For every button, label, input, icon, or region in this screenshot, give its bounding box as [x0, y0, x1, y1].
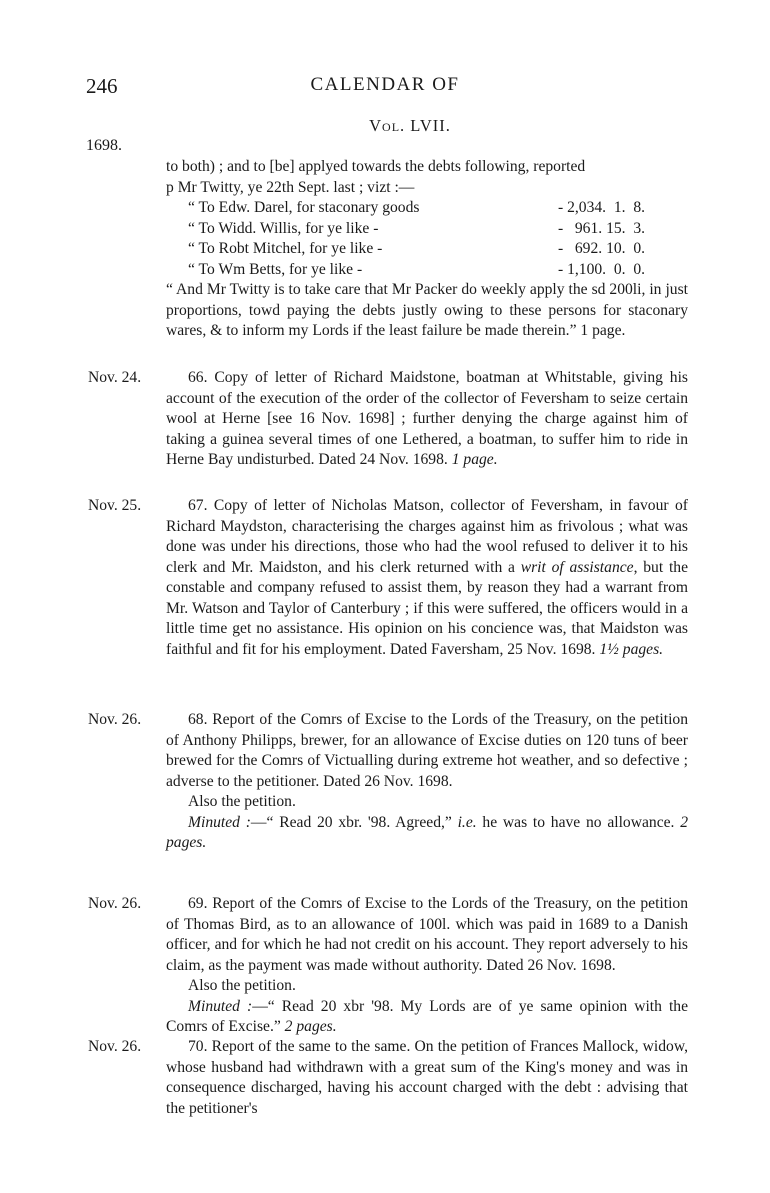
volume-heading: Vol. LVII.	[369, 116, 451, 135]
debt-amount: - 961. 15. 3.	[558, 219, 646, 237]
year-label: 1698.	[86, 137, 122, 154]
entry-text: 69. Report of the Comrs of Excise to the Lords of the Treasury, on the petition of Thomas Bird, as to an allowance of 100l. which was paid in 1689 to a Danish officer, and for which he had not credit on his account. They report adversely to his claim, as the payment was made without authority. Dated 26 Nov. 1698.	[166, 895, 688, 974]
debt-row	[188, 198, 668, 219]
page-number: 246	[86, 74, 118, 98]
debt-row	[188, 219, 668, 240]
entry-text: 70. Report of the same to the same. On the petition of Frances Mallock, widow, whose husband had withdrawn with a great sum of the King's money and was in consequence discharged, having his account charged with the debt : advising that the petitioner's	[166, 1038, 688, 1117]
debt-amount: - 692. 10. 0.	[558, 240, 646, 257]
entry-68	[88, 710, 688, 854]
entry-date: Nov. 26.	[88, 1038, 142, 1055]
entry-date: Nov. 26.	[88, 711, 142, 728]
entry-text: 68. Report of the Comrs of Excise to the Lords of the Treasury, on the petition of Anthony Philipps, brewer, for an allowance of Excise duties on 120 tuns of beer brewed for the Comrs of Victualling during extreme hot weather, and so defective ; adverse to the petitioner. Dated 26 Nov. 1698.	[166, 711, 688, 790]
debt-row	[188, 260, 668, 281]
minuted-label: Minuted :	[188, 997, 253, 1015]
debt-payee: “ To Widd. Willis, for ye like -	[188, 219, 379, 237]
debt-payee: “ To Robt Mitchel, for ye like -	[188, 240, 383, 257]
entry-69	[88, 894, 688, 1038]
continuation-closing: “ And Mr Twitty is to take care that Mr Packer do weekly apply the sd 200li, in just proportions, towd paying the debts justly owing to these persons for staconary wares, & to inform my Lords if the least failure be made therein.” 1 page.	[166, 281, 688, 339]
entry-date: Nov. 26.	[88, 895, 142, 912]
debt-payee: “ To Wm Betts, for ye like -	[188, 260, 363, 278]
entry-pages: 2 pages.	[166, 813, 688, 851]
continuation-line: to both) ; and to [be] applyed towards the debts following, reported	[166, 158, 586, 175]
ie-abbrev: i.e.	[457, 813, 477, 831]
continuation-entry	[88, 157, 688, 342]
entry-pages: 1 page.	[451, 451, 498, 468]
entry-pages: 2 pages.	[284, 1018, 337, 1035]
debt-amount: - 1,100. 0. 0.	[558, 260, 646, 278]
also-petition: Also the petition.	[188, 977, 296, 994]
entry-text: 67. Copy of letter of Nicholas Matson, collector of Feversham, in favour of Richard Maydston, characterising the charges against him as frivolous ; what was done was under his directions, those who had the wool refused to deliver it to his clerk and Mr. Maidston, and his clerk returned with a	[166, 497, 688, 576]
debt-payee: “ To Edw. Darel, for staconary goods	[188, 199, 420, 216]
minuted-text: —“ Read 20 xbr '98. My Lords are of ye same opinion with the Comrs of Excise.”	[166, 997, 688, 1035]
continuation-line: p Mr Twitty, ye 22th Sept. last ; vizt :—	[166, 178, 415, 196]
also-petition: Also the petition.	[188, 793, 296, 810]
entry-date: Nov. 25.	[88, 497, 142, 514]
debt-amount: - 2,034. 1. 8.	[558, 199, 646, 216]
minuted-text: he was to have no allowance.	[476, 813, 675, 831]
entry-date: Nov. 24.	[88, 369, 142, 386]
entry-70	[88, 1037, 688, 1119]
debt-row	[188, 239, 668, 260]
entry-text: , but the constable and company refused to assist them, by reason they had a warrant from Mr. Watson and Taylor of Canterbury ; if this were suffered, the officers would in a little time get no assistance. His opinion on his concience was, that Maidston was faithful and fit for his employment. Dated Faversham, 25 Nov. 1698.	[166, 558, 688, 658]
writ-term: writ of assistance	[520, 558, 634, 576]
running-title: CALENDAR OF	[310, 74, 460, 95]
minuted-text: —“ Read 20 xbr. '98. Agreed,”	[250, 813, 458, 831]
entry-66	[88, 368, 688, 471]
entry-pages: 1½ pages.	[599, 640, 664, 658]
entry-text: 66. Copy of letter of Richard Maidstone, boatman at Whitstable, giving his account of the execution of the order of the collector of Feversham to seize certain wool at Herne [see 16 Nov. 1698] ; further denying the charge against him of taking a guinea several times of one Lethered, a boatman, to suffer him to ride in Herne Bay undisturbed. Dated 24 Nov. 1698.	[166, 369, 688, 468]
minuted-label: Minuted :	[188, 813, 251, 831]
debt-list	[188, 198, 668, 280]
entry-67	[88, 496, 688, 660]
